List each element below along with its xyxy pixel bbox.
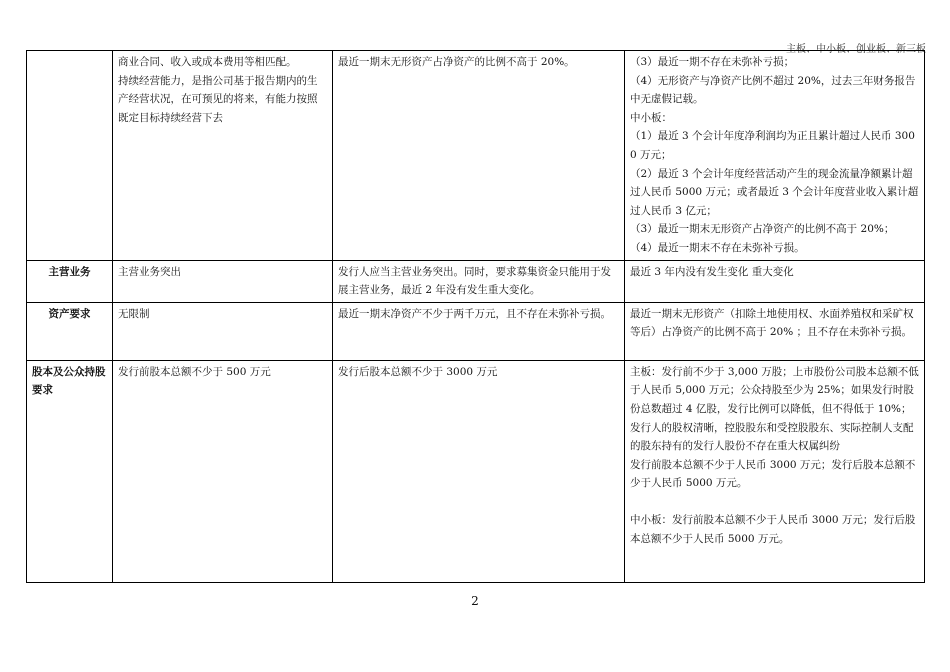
cell-text: 发行后股本总额不少于 3000 万元 [338, 365, 498, 378]
cell-text: 持续经营能力，是指公司基于报告期内的生产经营状况，在可预见的将来，有能力按照既定目标持续经营下去 [118, 74, 318, 124]
row-label [27, 51, 113, 261]
cell-col2 [333, 360, 625, 582]
cell-text: 主板：发行前不少于 3,000 万股；上市股份公司股本总额不低于人民币 5,000 万元；公众持股至少为 25%；如果发行时股份总数超过 4 亿股，发行比例可以降低，但不得低于 10%；发行人的股权清晰，控股股东和受控股股东、实际控制人支配的股东持有的发行人股份不存在重大权属纠纷 [630, 365, 919, 453]
cell-col2 [333, 260, 625, 302]
cell-col1 [113, 302, 333, 360]
cell-text: 无限制 [118, 307, 150, 320]
cell-text: （3）最近一期不存在未弥补亏损； [630, 56, 795, 68]
cell-text: （2）最近 3 个会计年度经营活动产生的现金流量净额累计超过人民币 5000 万元；或者最近 3 个会计年度营业收入累计超过人民币 3 亿元； [630, 167, 919, 217]
row-label-main-business: 主营业务 [27, 260, 113, 302]
cell-col3 [625, 260, 925, 302]
table-row [27, 51, 925, 261]
cell-col2 [333, 302, 625, 360]
cell-text: 发行人应当主营业务突出。同时，要求募集资金只能用于发展主营业务，最近 2 年没有发生重大变化。 [338, 265, 611, 297]
cell-col2 [333, 51, 625, 261]
cell-text: 中小板： [630, 111, 672, 124]
cell-text: 发行前股本总额不少于 500 万元 [118, 365, 271, 378]
page-number: 2 [471, 594, 479, 608]
cell-text: 主营业务突出 [118, 265, 181, 278]
cell-col3 [625, 51, 925, 261]
comparison-table [26, 50, 925, 583]
table-row [27, 260, 925, 302]
cell-text: 中小板：发行前股本总额不少于人民币 3000 万元；发行后股本总额不少于人民币 5000 万元。 [630, 514, 916, 546]
cell-col1 [113, 360, 333, 582]
cell-text: （1）最近 3 个会计年度净利润均为正且累计超过人民币 3000 万元； [630, 130, 915, 161]
header-note: 主板、中小板、创业板、新三板 [786, 44, 926, 55]
cell-text: 商业合同、收入或成本费用等相匹配。 [118, 56, 297, 68]
table-row [27, 360, 925, 582]
cell-text: （3）最近一期末无形资产占净资产的比例不高于 20%； [630, 223, 895, 236]
paragraph-gap [630, 493, 919, 512]
cell-col1 [113, 51, 333, 261]
cell-text: 最近一期末无形资产占净资产的比例不高于 20%。 [338, 56, 575, 68]
table-row [27, 302, 925, 360]
cell-text: 最近 3 年内没有发生变化 重大变化 [630, 265, 794, 278]
cell-text: 最近一期末无形资产（扣除土地使用权、水面养殖权和采矿权等后）占净资产的比例不高于 20% ；且不存在未弥补亏损。 [630, 307, 914, 339]
cell-col3 [625, 302, 925, 360]
cell-text: （4）无形资产与净资产比例不超过 20%，过去三年财务报告中无虚假记载。 [630, 74, 916, 106]
row-label-share-capital: 股本及公众持股要求 [27, 360, 113, 582]
cell-text: 发行前股本总额不少于人民币 3000 万元；发行后股本总额不少于人民币 5000 万元。 [630, 458, 916, 490]
cell-text: （4）最近一期末不存在未弥补亏损。 [630, 241, 805, 254]
cell-text: 最近一期末净资产不少于两千万元，且不存在未弥补亏损。 [338, 307, 611, 320]
cell-col3 [625, 360, 925, 582]
cell-col1 [113, 260, 333, 302]
row-label-asset-requirements: 资产要求 [27, 302, 113, 360]
